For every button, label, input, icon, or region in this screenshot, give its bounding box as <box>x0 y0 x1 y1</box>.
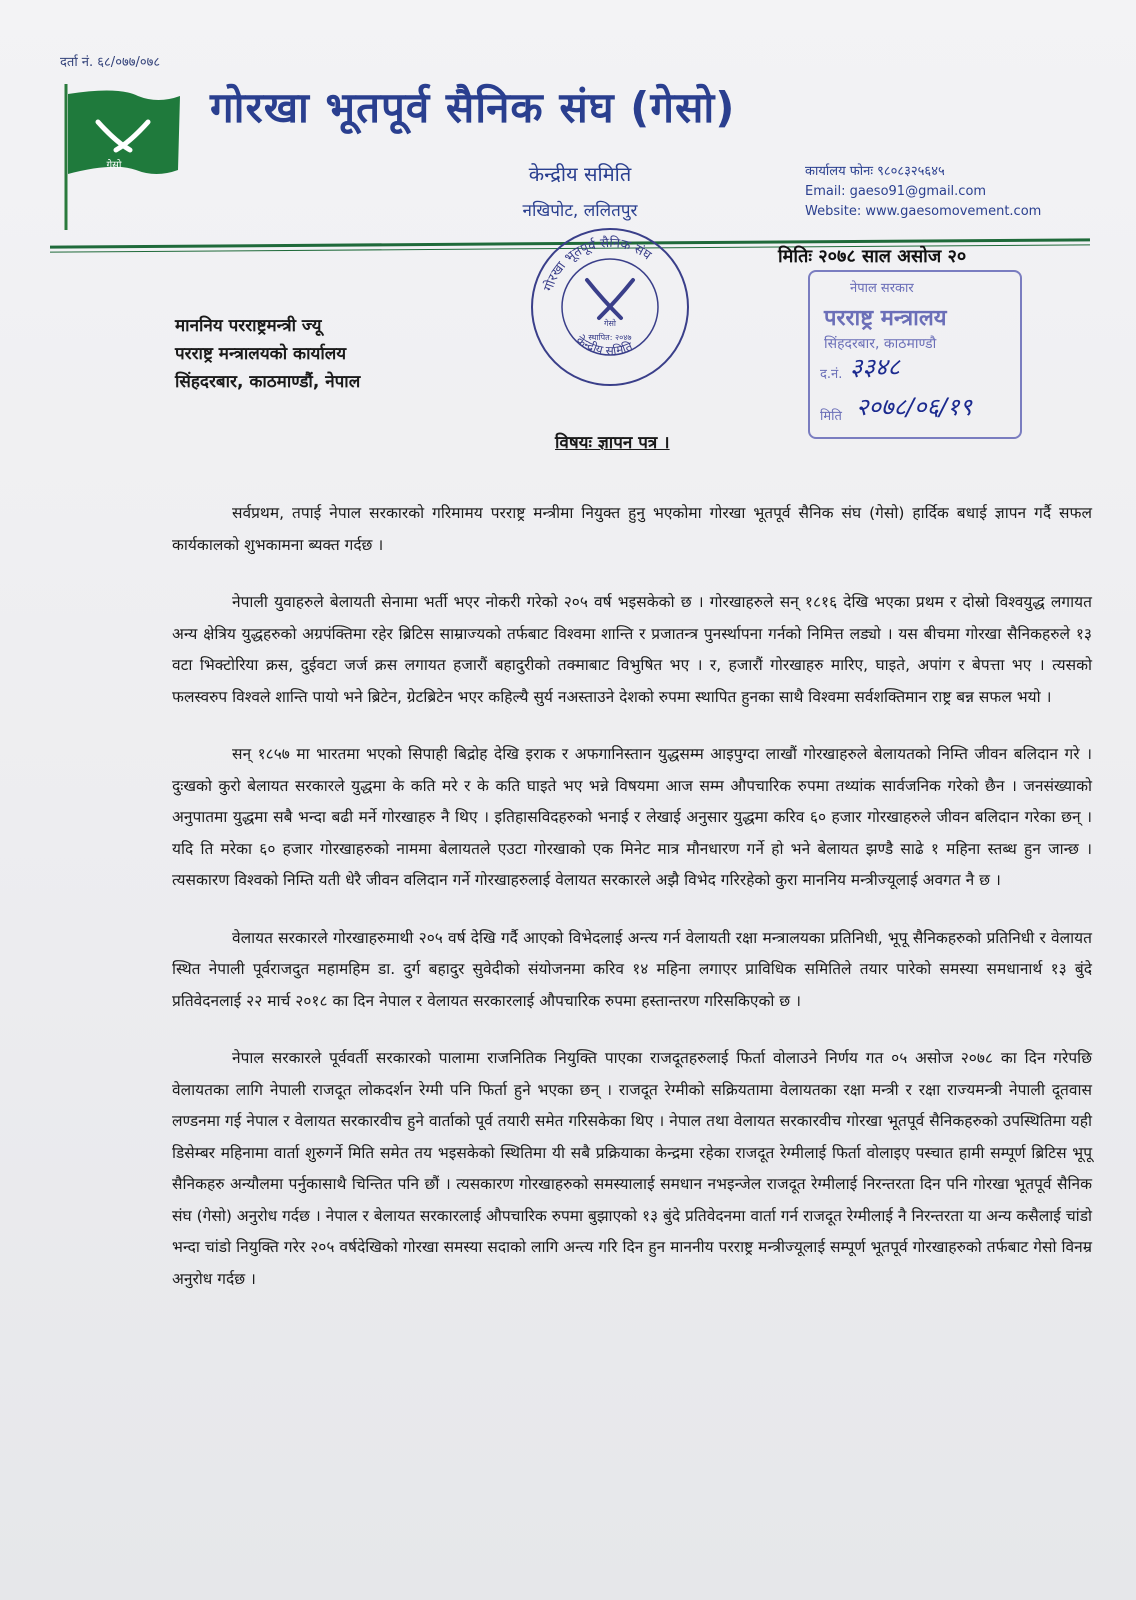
flag-icon <box>58 82 188 232</box>
paragraph: सन् १८५७ मा भारतमा भएको सिपाही बिद्रोह देखि इराक र अफगानिस्तान युद्धसम्म आइपुग्दा लाखौं गोरखाहरुले बेलायतको निम्ति जीवन बलिदान गरे । दुःखको कुरो बेलायत सरकारले युद्धमा के कति मरे र के कति घाइते भए भन्ने विषयमा आज सम्म औपचारिक रुपमा तथ्यांक सार्वजनिक गरेको छैन । जनसंख्याको अनुपातमा युद्धमा सबै भन्दा बढी मर्ने गोरखाहरु नै थिए । इतिहासविदहरुको भनाई र लेखाई अनुसार युद्धमा करिव ६० हजार गोरखाहरुले जीवन बलिदान गरेका छन् । यदि ति मरेका ६० हजार गोरखाहरुको नाममा बेलायतले एउटा गोरखाको एक मिनेट मात्र मौनधारण गर्ने हो भने बेलायत झण्डै साढे १ महिना स्तब्ध हुन जान्छ । त्यसकारण विश्वको निम्ति यती धेरै जीवन वलिदान गर्ने गोरखाहरुलाई वेलायत सरकारले अझै विभेद गरिरहेको कुरा माननिय मन्त्रीज्यूलाई अवगत नै छ । <box>172 745 1092 889</box>
paragraph: नेपाल सरकारले पूर्ववर्ती सरकारको पालामा राजनितिक नियुक्ति पाएका राजदूतहरुलाई फिर्ता वोलाउने निर्णय गत ०५ असोज २०७८ का दिन गरेपछि वेलायतका लागि नेपाली राजदूत लोकदर्शन रेग्मी पनि फिर्ता हुने भएका छन् । राजदूत रेग्मीको सक्रियतामा वेलायतका रक्षा मन्त्री र रक्षा राज्यमन्त्री नेपाली दूतवास लण्डनमा गई नेपाल र वेलायत सरकारवीच हुने वार्ताको पूर्व तयारी समेत गरिसकेका थिए । नेपाल तथा वेलायत सरकारवीच गोरखा भूतपूर्व सैनिकहरुको उपस्थितिमा यही डिसेम्बर महिनामा वार्ता शुरुगर्ने मिति समेत तय भइसकेको स्थितिमा यी सबै प्रक्रियाका केन्द्रमा रहेका राजदूत रेग्मीलाई फिर्ता वोलाइए पस्चात हामी सम्पूर्ण ब्रिटिस भूपू सैनिकहरु अन्यौलमा पर्नुकासाथै चिन्तित पनि छौं । त्यसकारण गोरखाहरुको समस्यालाई समधान नभइन्जेल राजदूत रेग्मीलाई निरन्तरता दिन पनि गोरखा भूतपूर्व सैनिक संघ (गेसो) अनुरोध गर्दछ । नेपाल र बेलायत सरकारलाई औपचारिक रुपमा बुझाएको १३ बुंदे प्रतिवेदनमा वार्ता गर्न राजदूत रेग्मीलाई नै निरन्तरता या अन्य कसैलाई चांडो भन्दा चांडो नियुक्ति गरेर २०५ वर्षदेखिको गोरखा समस्या सदाको लागि अन्त्य गरि दिन हुन माननीय परराष्ट्र मन्त्रीज्यूलाई सम्पूर्ण भूतपूर्व गोरखाहरुको तर्फबाट गेसो विनम्र अनुरोध गर्दछ । <box>172 1049 1093 1288</box>
seal-icon <box>525 222 695 392</box>
stamp-darta-label: द.नं. <box>820 367 843 382</box>
website-text: Website: www.gaesomovement.com <box>805 204 1042 219</box>
stamp-darta-value: ३३४८ <box>850 353 900 381</box>
paragraph: नेपाली युवाहरुले बेलायती सेनामा भर्ती भएर नोकरी गरेको २०५ वर्ष भइसकेको छ । गोरखाहरुले सन् १८१६ देखि भएका प्रथम र दोस्रो विश्वयुद्ध लगायत अन्य क्षेत्रिय युद्धहरुको अग्रपंक्तिमा रहेर ब्रिटिस साम्राज्यको तर्फबाट विश्वमा शान्ति र प्रजातन्त्र पुनर्स्थापना गर्नको निमित्त लड्यो । यस बीचमा गोरखा सैनिकहरुले १३ वटा भिक्टोरिया क्रस, दुईवटा जर्ज क्रस लगायत हजारौं बहादुरीको तक्माबाट विभुषित भए । र, हजारौं गोरखाहरु मारिए, घाइते, अपांग र बेपत्ता भए । त्यसको फलस्वरुप विश्वले शान्ति पायो भने ब्रिटेन, ग्रेटब्रिटेन भएर कहिल्यै सुर्य नअस्ताउने देशको रुपमा स्थापित हुनका साथै विश्वमा सर्वशक्तिमान राष्ट्र बन्न सफल भयो । <box>172 593 1092 706</box>
org-address: नखिपोट, ललितपुर <box>522 201 638 221</box>
letter-subject: विषयः ज्ञापन पत्र । <box>555 433 670 453</box>
addressee-block <box>175 312 505 396</box>
stamp-date-value: २०७८/०६/१९ <box>856 393 973 421</box>
org-flag <box>58 82 188 232</box>
contact-block <box>805 162 1105 222</box>
seal-established-text: स्थापित: २०४७ <box>588 333 632 342</box>
seal-bottom-text: केन्द्रीय समिति <box>573 332 635 358</box>
seal-ring-text: गोरखा भूतपूर्व सैनिक संघ <box>541 235 654 294</box>
stamp-line-ministry: परराष्ट्र मन्त्रालय <box>824 306 947 331</box>
seal-center-text: गेसो <box>604 319 616 328</box>
org-title: गोरखा भूतपूर्व सैनिक संघ (गेसो) <box>210 83 736 132</box>
paragraph: वेलायत सरकारले गोरखाहरुमाथी २०५ वर्ष देखि गर्दै आएको विभेदलाई अन्त्य गर्न वेलायती रक्षा मन्त्रालयका प्रतिनिधी, भूपू सैनिकहरुको प्रतिनिधी र वेलायत स्थित नेपाली पूर्वराजदुत महामहिम डा. दुर्ग बहादुर सुवेदीको संयोजनमा करिव १४ महिना लगाएर प्राविधिक समितिले तयार पारेको समस्या समधानार्थ १३ बुंदे प्रतिवेदनलाई २२ मार्च २०१८ का दिन नेपाल र वेलायत सरकारलाई औपचारिक रुपमा हस्तान्तरण गरिसकिएको छ । <box>172 928 1092 1010</box>
phone-text: कार्यालय फोनः ९८०८३२५६४५ <box>805 164 945 179</box>
paragraph: सर्वप्रथम, तपाई नेपाल सरकारको गरिमामय परराष्ट्र मन्त्रीमा नियुक्त हुनु भएकोमा गोरखा भूतपूर्व सैनिक संघ (गेसो) हार्दिक बधाई ज्ञापन गर्दै सफल कार्यकालको शुभकामना ब्यक्त गर्दछ । <box>172 504 1092 554</box>
letter-body <box>172 498 1092 1321</box>
received-stamp <box>808 270 1022 439</box>
stamp-line-location: सिंहदरबार, काठमाण्डौ <box>824 336 937 352</box>
letter-date: मितिः २०७८ साल असोज २० <box>778 246 967 267</box>
stamp-line-govt: नेपाल सरकार <box>850 281 914 296</box>
stamp-date-label: मिति <box>820 409 842 424</box>
svg-text:गोरखा भूतपूर्व सैनिक संघ <box>540 235 654 294</box>
committee-name: केन्द्रीय समिति <box>528 162 632 186</box>
flag-text: गेसो <box>106 160 122 171</box>
email-text: Email: gaeso91@gmail.com <box>805 184 987 199</box>
org-seal <box>525 222 695 392</box>
addressee-line-3: सिंहदरबार, काठमाण्डौं, नेपाल <box>175 372 361 392</box>
addressee-line-2: परराष्ट्र मन्त्रालयको कार्यालय <box>175 344 347 364</box>
addressee-line-1: माननिय परराष्ट्रमन्त्री ज्यू <box>175 316 322 336</box>
darta-number: दर्ता नं. ६८/०७७/०७८ <box>60 55 161 70</box>
